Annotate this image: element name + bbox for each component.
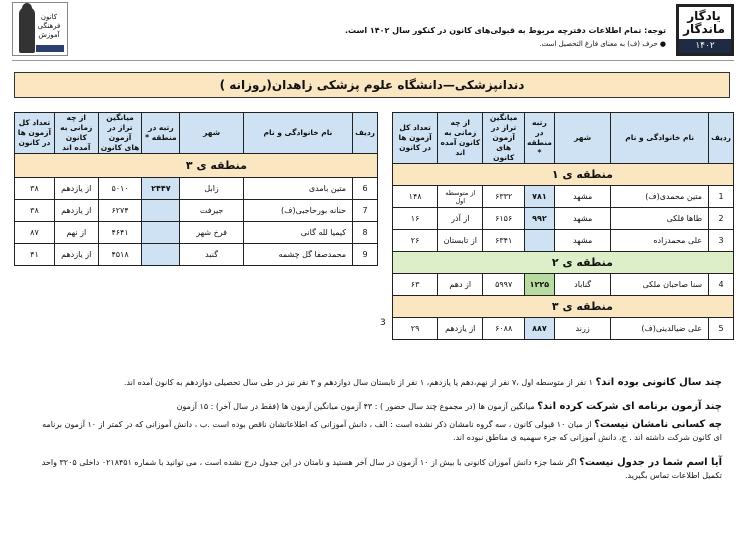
region-row (393, 296, 734, 318)
cell-rank (142, 200, 180, 222)
cell-name: سنا صاحبان ملکی (611, 274, 709, 296)
cell-city: فرخ شهر (180, 222, 244, 244)
cell-rank: ۹۹۲ (524, 208, 554, 230)
cell-count: ۴۱ (15, 244, 55, 266)
table-row (393, 318, 734, 340)
cell-average: ۶۳۴۱ (483, 230, 525, 252)
header-since: از چه زمانی به کانون آمده اند (438, 113, 483, 164)
cell-name: علی محمدزاده (611, 230, 709, 252)
cell-row: 6 (353, 178, 378, 200)
cell-city: زرند (554, 318, 610, 340)
cell-average: ۵۰۱۰ (98, 178, 142, 200)
cell-rank (142, 222, 180, 244)
cell-name: حنانه بورحاجبی(ف) (243, 200, 352, 222)
cell-row: 2 (709, 208, 734, 230)
brand-box (676, 4, 734, 56)
cell-city: جیرفت (180, 200, 244, 222)
brand-year: ۱۴۰۲ (679, 39, 731, 53)
cell-since: از یازدهم (54, 244, 98, 266)
table-row (393, 230, 734, 252)
qa-question: آیا اسم شما در جدول نیست؟ (579, 457, 722, 468)
cell-average: ۶۲۷۴ (98, 200, 142, 222)
cell-rank: ۱۲۲۵ (524, 274, 554, 296)
header-count: تعداد کل آزمون ها در کانون (15, 113, 55, 154)
cell-count: ۲۹ (393, 318, 438, 340)
cell-name: طاها فلکی (611, 208, 709, 230)
header-divider (12, 60, 734, 61)
cell-rank: ۲۴۴۷ (142, 178, 180, 200)
header-name: نام خانوادگی و نام (611, 113, 709, 164)
brand-title: یادگار ماندگار (683, 9, 725, 36)
header-row-number: ردیف (353, 113, 378, 154)
cell-since: از یازدهم (438, 318, 483, 340)
cell-name: کیمیا لله گانی (243, 222, 352, 244)
cell-average: ۵۹۹۷ (483, 274, 525, 296)
qa-item (32, 400, 722, 413)
cell-city: زابل (180, 178, 244, 200)
table-row (15, 200, 378, 222)
cell-count: ۱۴۸ (393, 186, 438, 208)
header-since: از چه زمانی به کانون آمده اند (54, 113, 98, 154)
table-row (393, 274, 734, 296)
header-row-number: ردیف (709, 113, 734, 164)
qa-item (32, 456, 722, 482)
cell-since: از آذر (438, 208, 483, 230)
cell-row: 9 (353, 244, 378, 266)
header-average: میانگین تراز در آزمون های کانون (98, 113, 142, 154)
qa-question: چند سال کانونی بوده اند؟ (595, 377, 722, 388)
table-row (15, 222, 378, 244)
left-results-table (14, 112, 378, 266)
cell-rank (524, 230, 554, 252)
header-name: نام خانوادگی و نام (243, 113, 352, 154)
table-row (15, 178, 378, 200)
cell-since: از یازدهم (54, 178, 98, 200)
cell-name: محمدصفا گل چشمه (243, 244, 352, 266)
notice-text: توجه: تمام اطلاعات دفترچه مربوط به قبولی‌های کانون در کنکور سال ۱۴۰۲ است. (344, 26, 666, 35)
region-label: منطقه ی ۲ (393, 252, 734, 274)
graduate-head-icon (22, 3, 32, 13)
notice-sub-text: ● حرف (ف) به معنای فارغ التحصیل است. (539, 40, 666, 48)
header-rank: رتبه در منطقه * (524, 113, 554, 164)
logo-text: کانون فرهنگی آموزش (37, 13, 61, 39)
region-row (15, 154, 378, 178)
header-city: شهر (180, 113, 244, 154)
cell-city: مشهد (554, 186, 610, 208)
logo-bar (36, 45, 64, 52)
kanoon-logo (12, 2, 68, 56)
cell-row: 7 (353, 200, 378, 222)
qa-answer: از میان ۱۰ قبولی کانون ، سه گروه نامشان ذکر نشده است : الف ، دانش آموزانی که اطلاعاتشان ناقص بوده است .ب ، دانش آموزانی که در کمتر از ۱۰ آزمون برنامه ای کانون شرکت داشته اند . ج، دانش آموزانی که جزء سهمیه ی مناطق نبوده اند. (42, 420, 722, 442)
cell-rank: ۷۸۱ (524, 186, 554, 208)
cell-city: گنبد (180, 244, 244, 266)
cell-city: مشهد (554, 230, 610, 252)
cell-count: ۶۳ (393, 274, 438, 296)
qa-answer: ۱ نفر از متوسطه اول ،۷ نفر از نهم،دهم یا یازدهم، ۱ نفر از تابستان سال دوازدهم و ۳ نفر نیز در طی سال تحصیلی دوازدهم به کانون آمده اند. (123, 378, 596, 387)
cell-row: 5 (709, 318, 734, 340)
cell-average: ۶۱۵۶ (483, 208, 525, 230)
graduate-figure-icon (19, 7, 35, 53)
cell-average: ۴۶۴۱ (98, 222, 142, 244)
cell-row: 4 (709, 274, 734, 296)
right-results-table (392, 112, 734, 340)
cell-count: ۲۶ (393, 230, 438, 252)
header-city: شهر (554, 113, 610, 164)
cell-row: 8 (353, 222, 378, 244)
cell-since: از یازدهم (54, 200, 98, 222)
table-row (393, 186, 734, 208)
qa-question: چه کسانی نامشان نیست؟ (594, 419, 722, 430)
table-header-row (15, 113, 378, 154)
region-label: منطقه ی ۳ (393, 296, 734, 318)
cell-average: ۶۳۳۲ (483, 186, 525, 208)
qa-question: چند آزمون برنامه ای شرکت کرده اند؟ (537, 401, 722, 412)
cell-name: علی ضیالدینی(ف) (611, 318, 709, 340)
cell-city: گناباد (554, 274, 610, 296)
table-row (393, 208, 734, 230)
cell-name: متین بامدی (243, 178, 352, 200)
cell-average: ۶۰۸۸ (483, 318, 525, 340)
cell-count: ۱۶ (393, 208, 438, 230)
qa-answer: اگر شما جزء دانش آموزان کانونی با بیش از ۱۰ آزمون در سال آخر هستید و نامتان در این جدول درج نشده است ، می توانید با شماره ۰۲۱۸۴۵۱ داخلی ۳۲۰۵ واحد تکمیل اطلاعات تماس بگیرید. (41, 458, 722, 480)
cell-since: از نهم (54, 222, 98, 244)
cell-average: ۴۵۱۸ (98, 244, 142, 266)
cell-rank: ۸۸۷ (524, 318, 554, 340)
qa-item (32, 418, 722, 444)
header-rank: رتبه در منطقه * (142, 113, 180, 154)
header-count: تعداد کل آزمون ها در کانون (393, 113, 438, 164)
region-row (393, 252, 734, 274)
cell-count: ۳۸ (15, 178, 55, 200)
cell-row: 3 (709, 230, 734, 252)
cell-rank (142, 244, 180, 266)
cell-count: ۸۷ (15, 222, 55, 244)
cell-since: از دهم (438, 274, 483, 296)
region-label: منطقه ی ۳ (15, 154, 378, 178)
page-title: دندانپزشکی—دانشگاه علوم پزشکی زاهدان(روزانه ) (14, 72, 730, 98)
page-number: 3 (380, 318, 386, 328)
header-average: میانگین تراز در آزمون های کانون (483, 113, 525, 164)
qa-answer: میانگین آزمون ها (در مجموع چند سال حضور ) : ۴۳ آزمون میانگین آزمون ها (فقط در سال آخر) : ۱۵ آزمون (176, 402, 538, 411)
cell-since: از تابستان (438, 230, 483, 252)
cell-count: ۳۸ (15, 200, 55, 222)
table-row (15, 244, 378, 266)
region-label: منطقه ی ۱ (393, 164, 734, 186)
region-row (393, 164, 734, 186)
cell-city: مشهد (554, 208, 610, 230)
qa-item (32, 376, 722, 389)
cell-since: از متوسطه اول (438, 186, 483, 208)
table-header-row (393, 113, 734, 164)
cell-row: 1 (709, 186, 734, 208)
cell-name: متین محمدی(ف) (611, 186, 709, 208)
